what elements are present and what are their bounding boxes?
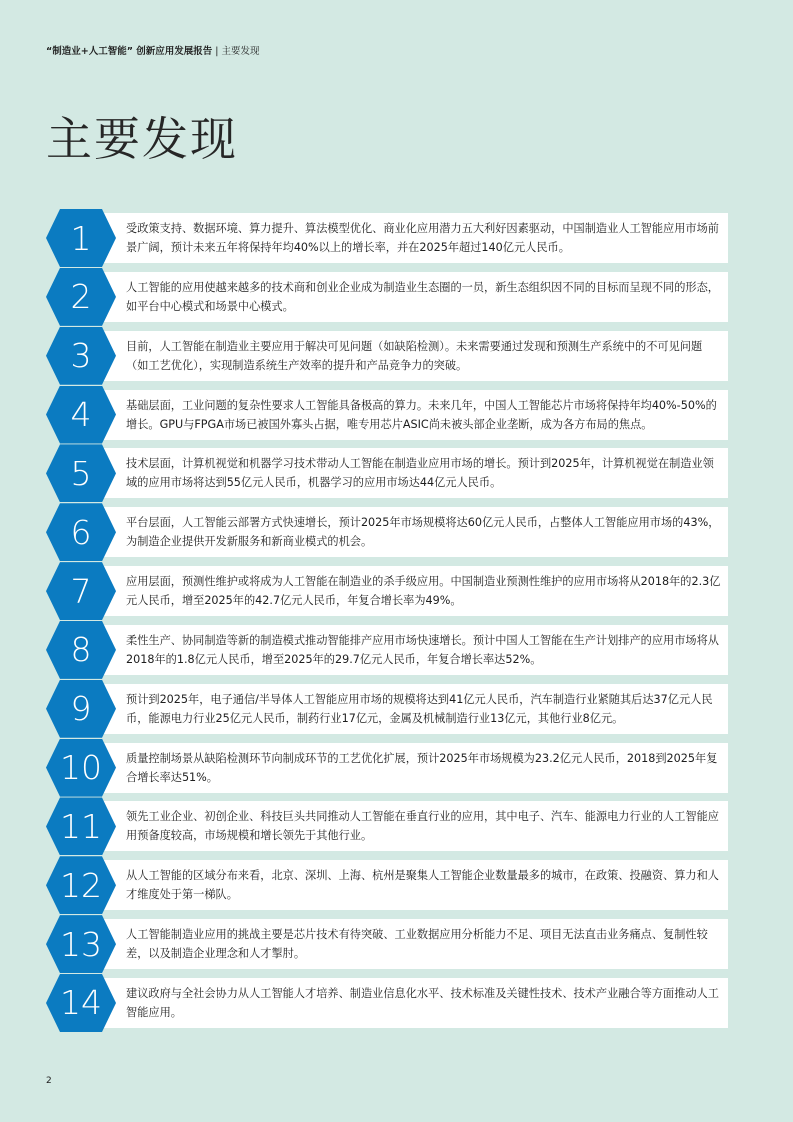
finding-number: 3 — [70, 336, 92, 376]
finding-text: 目前，人工智能在制造业主要应用于解决可见问题（如缺陷检测）。未来需要通过发现和预测生产系统中的不可见问题（如工艺优化），实现制造系统生产效率的提升和产品竞争力的突破。 — [126, 339, 703, 372]
finding-number: 5 — [70, 453, 92, 493]
running-header — [46, 43, 260, 57]
finding-item — [46, 507, 728, 557]
finding-number: 6 — [70, 512, 92, 552]
finding-item — [46, 860, 728, 910]
header-separator: | — [215, 46, 219, 57]
finding-text: 柔性生产、协同制造等新的制造模式推动智能排产应用市场快速增长。预计中国人工智能在生产计划排产的应用市场将从2018年的1.8亿元人民币，增至2025年的29.7亿元人民币，年复合增长率达52%。 — [126, 633, 719, 666]
finding-item — [46, 801, 728, 851]
findings-list — [46, 213, 728, 1037]
page-title: 主要发现 — [46, 112, 238, 166]
finding-text: 从人工智能的区域分布来看，北京、深圳、上海、杭州是聚集人工智能企业数量最多的城市，在政策、投融资、算力和人才维度处于第一梯队。 — [126, 869, 719, 902]
finding-text: 建议政府与全社会协力从人工智能人才培养、制造业信息化水平、技术标准及关键性技术、技术产业融合等方面推动人工智能应用。 — [126, 986, 719, 1019]
finding-item — [46, 448, 728, 498]
finding-item — [46, 919, 728, 969]
finding-text: 预计到2025年，电子通信/半导体人工智能应用市场的规模将达到41亿元人民币，汽车制造行业紧随其后达37亿元人民币，能源电力行业25亿元人民币，制药行业17亿元，金属及机械制造行业13亿元，其他行业8亿元。 — [126, 692, 713, 725]
finding-text: 人工智能的应用使越来越多的技术商和创业企业成为制造业生态圈的一员，新生态组织因不同的目标而呈现不同的形态，如平台中心模式和场景中心模式。 — [126, 280, 719, 313]
finding-item — [46, 743, 728, 793]
finding-number: 1 — [70, 218, 92, 258]
finding-number: 2 — [70, 277, 92, 317]
report-title: “制造业+人工智能” 创新应用发展报告 — [46, 46, 213, 57]
finding-number: 8 — [70, 630, 92, 670]
finding-number: 10 — [60, 748, 102, 788]
finding-text: 人工智能制造业应用的挑战主要是芯片技术有待突破、工业数据应用分析能力不足、项目无法直击业务痛点、复制性较差，以及制造企业理念和人才掣肘。 — [126, 928, 708, 961]
finding-number: 13 — [60, 924, 102, 964]
finding-item — [46, 566, 728, 616]
finding-text: 应用层面，预测性维护或将成为人工智能在制造业的杀手级应用。中国制造业预测性维护的应用市场将从2018年的2.3亿元人民币，增至2025年的42.7亿元人民币，年复合增长率为49%。 — [126, 575, 721, 608]
finding-text: 领先工业企业、初创企业、科技巨头共同推动人工智能在垂直行业的应用，其中电子、汽车、能源电力行业的人工智能应用预备度较高，市场规模和增长领先于其他行业。 — [126, 810, 719, 843]
page-number: 2 — [46, 1076, 52, 1086]
finding-text: 质量控制场景从缺陷检测环节向制成环节的工艺优化扩展，预计2025年市场规模为23.2亿元人民币，2018到2025年复合增长率达51%。 — [126, 751, 718, 784]
finding-number: 14 — [60, 983, 102, 1023]
finding-item — [46, 625, 728, 675]
header-section: 主要发现 — [221, 46, 260, 57]
finding-number: 9 — [70, 689, 92, 729]
finding-item — [46, 272, 728, 322]
finding-text: 技术层面，计算机视觉和机器学习技术带动人工智能在制造业应用市场的增长。预计到2025年，计算机视觉在制造业领域的应用市场将达到55亿元人民币，机器学习的应用市场达44亿元人民币。 — [126, 457, 714, 490]
finding-number: 7 — [70, 571, 92, 611]
finding-item — [46, 213, 728, 263]
finding-text: 平台层面，人工智能云部署方式快速增长，预计2025年市场规模将达60亿元人民币，占整体人工智能应用市场的43%，为制造企业提供开发新服务和新商业模式的机会。 — [126, 516, 720, 549]
finding-number: 12 — [60, 865, 102, 905]
finding-item — [46, 684, 728, 734]
finding-item — [46, 331, 728, 381]
finding-number: 11 — [60, 806, 102, 846]
finding-item — [46, 978, 728, 1028]
finding-text: 基础层面，工业问题的复杂性要求人工智能具备极高的算力。未来几年，中国人工智能芯片市场将保持年均40%-50%的增长。GPU与FPGA市场已被国外寡头占据，唯专用芯片ASIC尚未被头部企业垄断，成为各方布局的焦点。 — [126, 398, 717, 431]
finding-item — [46, 390, 728, 440]
finding-text: 受政策支持、数据环境、算力提升、算法模型优化、商业化应用潜力五大利好因素驱动，中国制造业人工智能应用市场前景广阔，预计未来五年将保持年均40%以上的增长率，并在2025年超过140亿元人民币。 — [126, 222, 719, 254]
finding-number: 4 — [70, 395, 92, 435]
